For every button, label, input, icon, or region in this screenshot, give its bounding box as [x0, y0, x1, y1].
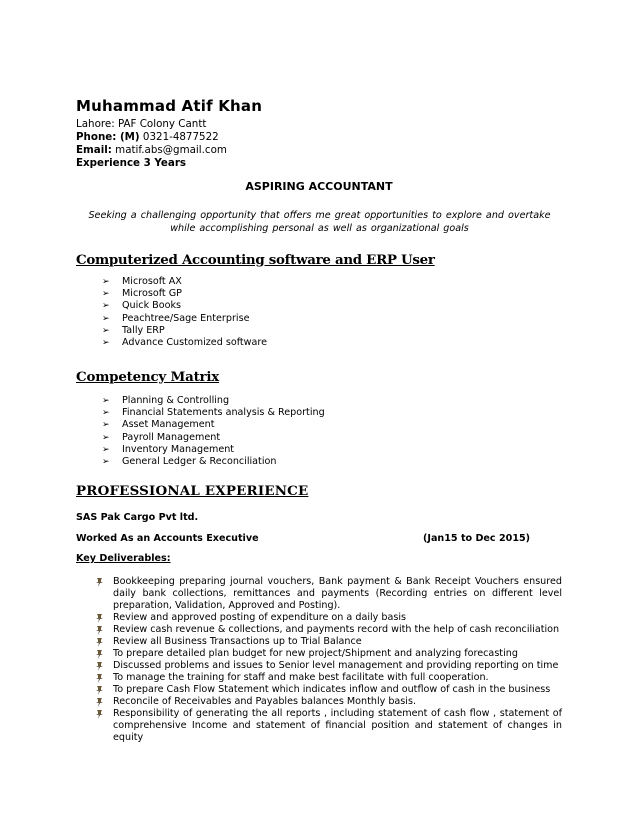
- list-item-label: Tally ERP: [122, 324, 165, 336]
- check-arrow-icon: ➢: [102, 432, 110, 443]
- push-pin-icon: [94, 578, 104, 587]
- deliverable-item: [94, 660, 562, 672]
- software-list: [102, 276, 267, 349]
- experience-line: Experience 3 Years: [76, 157, 187, 169]
- deliverable-text: To manage the training for staff and make best facilitate with full cooperation.: [113, 672, 489, 683]
- list-item-label: Asset Management: [122, 419, 215, 431]
- email-value: matif.abs@gmail.com: [111, 144, 227, 156]
- push-pin-icon: [94, 686, 104, 695]
- list-item-label: Financial Statements analysis & Reporting: [122, 407, 325, 419]
- deliverable-text: Discussed problems and issues to Senior level management and providing reporting on time: [113, 660, 559, 671]
- list-item: [102, 288, 267, 300]
- check-arrow-icon: ➢: [102, 396, 110, 406]
- list-item: [102, 276, 267, 288]
- competency-heading: Competency Matrix: [76, 369, 220, 385]
- key-deliverables-label: Key Deliverables:: [76, 553, 171, 564]
- list-item: [102, 456, 325, 468]
- check-arrow-icon: ➢: [102, 338, 110, 349]
- deliverables-list: [94, 576, 562, 744]
- email-label: Email:: [76, 144, 112, 156]
- list-item-label: Inventory Management: [122, 443, 235, 455]
- list-item-label: Microsoft GP: [122, 288, 182, 300]
- software-heading: Computerized Accounting software and ERP User: [76, 252, 435, 268]
- check-arrow-icon: ➢: [102, 408, 110, 419]
- list-item-label: Quick Books: [122, 300, 182, 312]
- phone-line: [76, 131, 227, 144]
- list-item: [102, 313, 267, 325]
- push-pin-icon: [94, 650, 104, 659]
- push-pin-icon: [94, 674, 104, 683]
- list-item: [102, 325, 267, 337]
- list-item-label: Advance Customized software: [122, 337, 268, 349]
- competency-list: [102, 395, 325, 468]
- list-item-label: Planning & Controlling: [122, 395, 230, 406]
- check-arrow-icon: ➢: [102, 325, 110, 336]
- push-pin-icon: [94, 698, 104, 707]
- push-pin-icon: [94, 638, 104, 647]
- check-arrow-icon: ➢: [102, 313, 110, 324]
- deliverable-item: [94, 624, 562, 636]
- deliverable-item: [94, 612, 562, 624]
- push-pin-icon: [94, 662, 104, 671]
- list-item-label: Microsoft AX: [122, 276, 182, 287]
- deliverable-item: [94, 708, 562, 744]
- list-item: [102, 337, 267, 349]
- list-item: [102, 407, 325, 419]
- deliverable-text: To prepare detailed plan budget for new project/Shipment and analyzing forecasting: [113, 648, 518, 659]
- deliverable-item: [94, 576, 562, 612]
- deliverable-text: Review cash revenue & collections, and payments record with the help of cash reconciliation: [113, 624, 560, 635]
- deliverable-text: Review and approved posting of expenditure on a daily basis: [113, 612, 407, 623]
- contact-block: [76, 118, 227, 170]
- deliverable-item: [94, 636, 562, 648]
- address: Lahore: PAF Colony Cantt: [76, 118, 207, 130]
- objective-statement: Seeking a challenging opportunity that offers me great opportunities to explore and overtake while accomplishing personal as well as organizational goals: [88, 210, 551, 234]
- check-arrow-icon: ➢: [102, 277, 110, 287]
- deliverable-text: Responsibility of generating the all reports , including statement of cash flow , statement of comprehensive Income and statement of financial position and statement of changes in equity: [113, 708, 562, 743]
- company-name: SAS Pak Cargo Pvt ltd.: [76, 512, 199, 523]
- deliverable-text: Review all Business Transactions up to Trial Balance: [113, 636, 362, 647]
- list-item-label: Payroll Management: [122, 431, 221, 443]
- check-arrow-icon: ➢: [102, 301, 110, 312]
- push-pin-icon: [94, 710, 104, 719]
- check-arrow-icon: ➢: [102, 289, 110, 300]
- list-item: [102, 300, 267, 312]
- deliverable-text: Bookkeeping preparing journal vouchers, Bank payment & Bank Receipt Vouchers ensured daily bank collections, remittances and payments (Recording entries on different level preparation, Validation, Approved and Posting).: [113, 576, 562, 611]
- check-arrow-icon: ➢: [102, 420, 110, 431]
- check-arrow-icon: ➢: [102, 444, 110, 455]
- professional-heading: PROFESSIONAL EXPERIENCE: [76, 483, 309, 499]
- list-item: [102, 444, 325, 456]
- push-pin-icon: [94, 614, 104, 623]
- push-pin-icon: [94, 626, 104, 635]
- phone-label: Phone: (M): [76, 131, 140, 143]
- candidate-name: Muhammad Atif Khan: [76, 97, 263, 115]
- list-item: [102, 395, 325, 407]
- job-title: ASPIRING ACCOUNTANT: [245, 180, 393, 193]
- list-item: [102, 432, 325, 444]
- list-item-label: General Ledger & Reconciliation: [122, 456, 277, 468]
- deliverable-item: [94, 684, 562, 696]
- deliverable-item: [94, 648, 562, 660]
- job-dates: (Jan15 to Dec 2015): [423, 533, 531, 544]
- list-item-label: Peachtree/Sage Enterprise: [122, 312, 250, 324]
- list-item: [102, 419, 325, 431]
- email-line: [76, 144, 227, 157]
- phone-value: 0321-4877522: [139, 131, 219, 143]
- deliverable-text: To prepare Cash Flow Statement which indicates inflow and outflow of cash in the business: [113, 684, 551, 695]
- job-role: Worked As an Accounts Executive: [76, 533, 259, 544]
- deliverable-item: [94, 696, 562, 708]
- deliverable-text: Reconcile of Receivables and Payables balances Monthly basis.: [113, 696, 417, 707]
- deliverable-item: [94, 672, 562, 684]
- check-arrow-icon: ➢: [102, 457, 110, 468]
